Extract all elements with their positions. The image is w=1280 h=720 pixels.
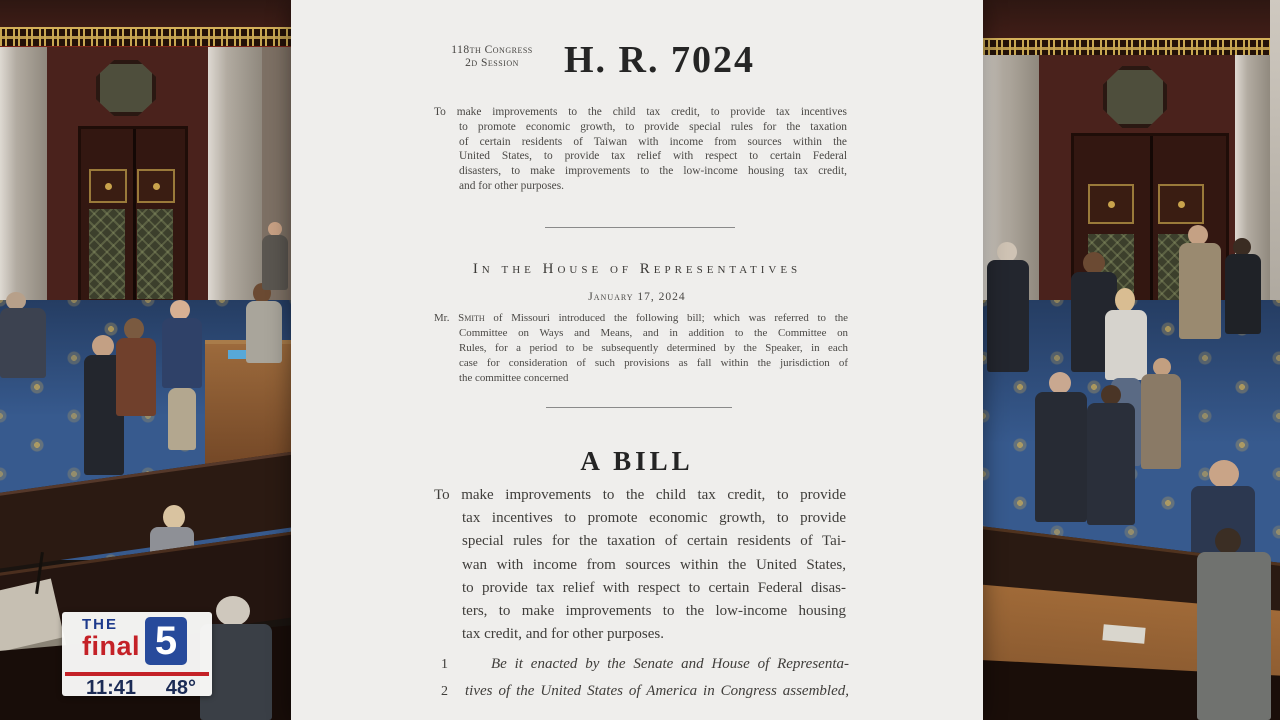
sponsor-line bbox=[434, 311, 848, 326]
line-number: 2 bbox=[441, 684, 448, 699]
clock: 11:41 bbox=[86, 677, 137, 699]
enacting-text: tives of the United States of America in Congress assembled, bbox=[465, 683, 849, 699]
chamber-heading: In the House of Representatives bbox=[472, 261, 802, 277]
door-panel bbox=[1158, 184, 1204, 224]
logo-words bbox=[82, 617, 140, 659]
station-logo bbox=[62, 612, 212, 669]
congress-line: 118th Congress bbox=[451, 44, 533, 56]
door-panel bbox=[89, 169, 127, 203]
door-lattice bbox=[137, 209, 173, 299]
enacting-clause bbox=[441, 656, 849, 700]
door-lattice bbox=[89, 209, 125, 299]
session-line: 2d Session bbox=[465, 56, 519, 69]
title-line: to promote economic growth, to provide special rules for the taxation bbox=[459, 120, 847, 133]
sponsor-prefix: Mr. bbox=[434, 312, 459, 324]
date-line: January 17, 2024 bbox=[588, 291, 686, 303]
chamber-door bbox=[78, 126, 188, 312]
greek-key-frieze bbox=[0, 27, 291, 49]
body-line: To make improvements to the child tax credit, to provide bbox=[434, 487, 846, 503]
door-panel bbox=[137, 169, 175, 203]
marble-pillar bbox=[208, 47, 262, 310]
body-line: ters, to make improvements to the low-income housing bbox=[462, 603, 846, 620]
bill-document bbox=[291, 0, 983, 720]
logo-final: final bbox=[82, 631, 141, 661]
logo-the: THE bbox=[82, 616, 118, 633]
enacting-text: Be it enacted by the Senate and House of Representa- bbox=[491, 656, 849, 672]
title-line: United States, to provide tax relief with respect to certain Federal bbox=[459, 150, 847, 163]
sponsor-line: the committee concerned bbox=[459, 371, 569, 384]
title-line: and for other purposes. bbox=[459, 179, 565, 192]
separator-rule bbox=[545, 227, 735, 228]
sponsor-paragraph bbox=[434, 311, 848, 386]
sponsor-line: Rules, for a period to be subsequently determined by the Speaker, in each bbox=[459, 341, 848, 354]
title-line: To make improvements to the child tax credit, to provide tax incentives bbox=[434, 106, 847, 118]
congress-session-block bbox=[427, 44, 557, 69]
body-line: special rules for the taxation of certain residents of Tai- bbox=[462, 533, 846, 550]
line-number: 1 bbox=[441, 657, 448, 672]
sponsor-line: case for consideration of such provisions as fall within the jurisdiction of bbox=[459, 356, 848, 369]
bill-body-title bbox=[434, 484, 846, 646]
door-panel bbox=[1088, 184, 1134, 224]
official-title bbox=[434, 105, 847, 194]
time-weather-bar bbox=[62, 676, 212, 700]
title-line: of certain residents of Taiwan with income from sources within the bbox=[459, 135, 847, 148]
sponsor-rest: of Missouri introduced the following bill; which was referred to the bbox=[484, 312, 849, 324]
house-chamber-right bbox=[983, 0, 1280, 720]
enacting-line bbox=[441, 683, 849, 700]
octagon-medallion bbox=[96, 60, 156, 116]
sponsor-line: Committee on Ways and Means, and in addition to the Committee on bbox=[459, 326, 848, 339]
body-line: tax credit, and for other purposes. bbox=[462, 626, 665, 643]
body-line: tax incentives to promote economic growth, to provide bbox=[462, 510, 846, 527]
body-line: wan with income from sources within the United States, bbox=[462, 556, 846, 573]
sponsor-name: Smith bbox=[458, 312, 485, 324]
enacting-line bbox=[441, 656, 849, 673]
a-bill-heading: A BILL bbox=[580, 446, 694, 476]
bill-number: H. R. 7024 bbox=[564, 39, 755, 81]
temperature: 48° bbox=[165, 677, 196, 699]
station-bug bbox=[62, 612, 212, 699]
body-line: to provide tax relief with respect to certain Federal disas- bbox=[462, 579, 846, 596]
door-stile bbox=[133, 129, 136, 309]
marble-pillar bbox=[0, 47, 47, 310]
title-line: disasters, to make improvements to the low-income housing tax credit, bbox=[459, 165, 847, 178]
separator-rule bbox=[546, 407, 732, 408]
logo-five-badge: 5 bbox=[145, 617, 187, 665]
